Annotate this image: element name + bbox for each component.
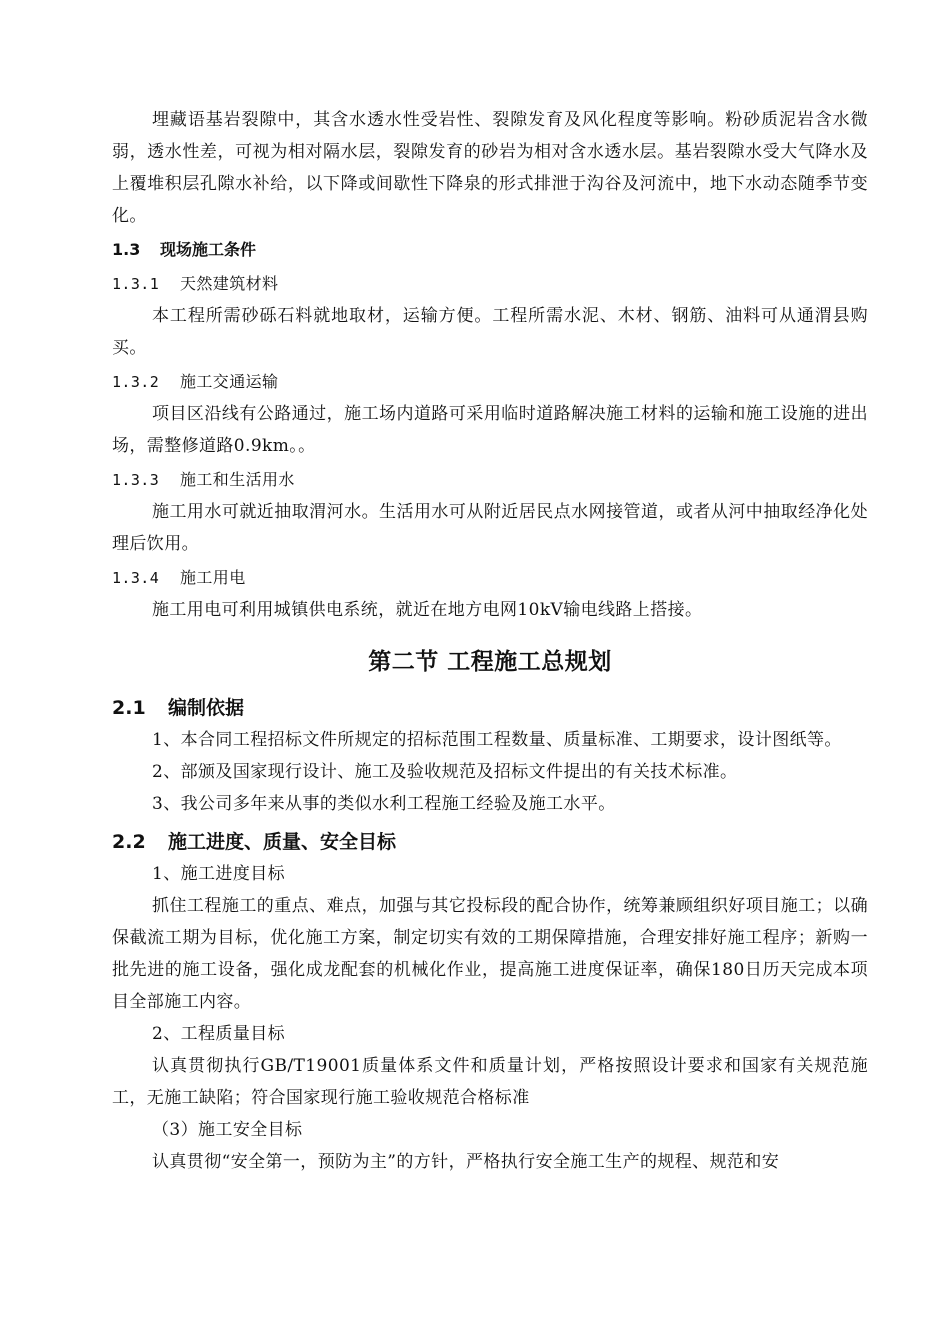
heading-1-3-3	[112, 464, 868, 496]
paragraph-quality-goal: 认真贯彻执行GB/T19001质量体系文件和质量计划，严格按照设计要求和国家有关规范施工，无施工缺陷；符合国家现行施工验收规范合格标准	[112, 1056, 868, 1108]
heading-text: 编制依据	[168, 697, 245, 719]
heading-text: 施工和生活用水	[180, 470, 295, 489]
paragraph-quality-title: 2、工程质量目标	[152, 1024, 286, 1044]
heading-1-3-4	[112, 562, 868, 594]
heading-1-3	[112, 234, 868, 266]
heading-number: 1.3.1	[112, 275, 160, 293]
heading-2-1	[112, 692, 868, 724]
heading-2-2	[112, 826, 868, 858]
paragraph-transport: 项目区沿线有公路通过，施工场内道路可采用临时道路解决施工材料的运输和施工设施的进出场，需整修道路0.9km。。	[112, 404, 868, 456]
paragraph-safety-title: （3）施工安全目标	[152, 1120, 303, 1140]
heading-number: 2.1	[112, 697, 146, 719]
heading-text: 施工用电	[180, 568, 246, 587]
chapter-title: 第二节 工程施工总规划	[368, 649, 612, 675]
heading-number: 1.3	[112, 240, 141, 259]
heading-number: 1.3.2	[112, 373, 160, 391]
paragraph-materials: 本工程所需砂砾石料就地取材，运输方便。工程所需水泥、木材、钢筋、油料可从通渭县购买。	[112, 306, 868, 358]
heading-1-3-1	[112, 268, 868, 300]
heading-number: 1.3.4	[112, 569, 160, 587]
paragraph-basis-2: 2、部颁及国家现行设计、施工及验收规范及招标文件提出的有关技术标准。	[152, 762, 738, 782]
paragraph-safety-goal: 认真贯彻“安全第一，预防为主”的方针，严格执行安全施工生产的规程、规范和安	[152, 1152, 780, 1172]
heading-text: 天然建筑材料	[180, 274, 279, 293]
heading-number: 2.2	[112, 831, 146, 853]
paragraph-groundwater: 埋藏语基岩裂隙中，其含水透水性受岩性、裂隙发育及风化程度等影响。粉砂质泥岩含水微弱，透水性差，可视为相对隔水层，裂隙发育的砂岩为相对含水透水层。基岩裂隙水受大气降水及上覆堆积层孔隙水补给，以下降或间歇性下降泉的形式排泄于沟谷及河流中，地下水动态随季节变化。	[112, 110, 868, 226]
heading-text: 施工进度、质量、安全目标	[168, 831, 397, 853]
paragraph-progress-title: 1、施工进度目标	[152, 864, 286, 884]
document-page	[112, 104, 868, 1178]
heading-text: 现场施工条件	[160, 240, 257, 259]
paragraph-progress-goal: 抓住工程施工的重点、难点，加强与其它投标段的配合协作，统筹兼顾组织好项目施工；以确保截流工期为目标，优化施工方案，制定切实有效的工期保障措施，合理安排好施工程序；新购一批先进的施工设备，强化成龙配套的机械化作业，提高施工进度保证率，确保180日历天完成本项目全部施工内容。	[112, 896, 868, 1012]
heading-number: 1.3.3	[112, 471, 160, 489]
heading-1-3-2	[112, 366, 868, 398]
paragraph-basis-3: 3、我公司多年来从事的类似水利工程施工经验及施工水平。	[152, 794, 616, 814]
heading-text: 施工交通运输	[180, 372, 279, 391]
paragraph-water: 施工用水可就近抽取渭河水。生活用水可从附近居民点水网接管道，或者从河中抽取经净化处理后饮用。	[112, 502, 868, 554]
paragraph-electricity: 施工用电可利用城镇供电系统，就近在地方电网10kV输电线路上搭接。	[152, 600, 703, 620]
paragraph-basis-1: 1、本合同工程招标文件所规定的招标范围工程数量、质量标准、工期要求，设计图纸等。	[152, 730, 842, 750]
